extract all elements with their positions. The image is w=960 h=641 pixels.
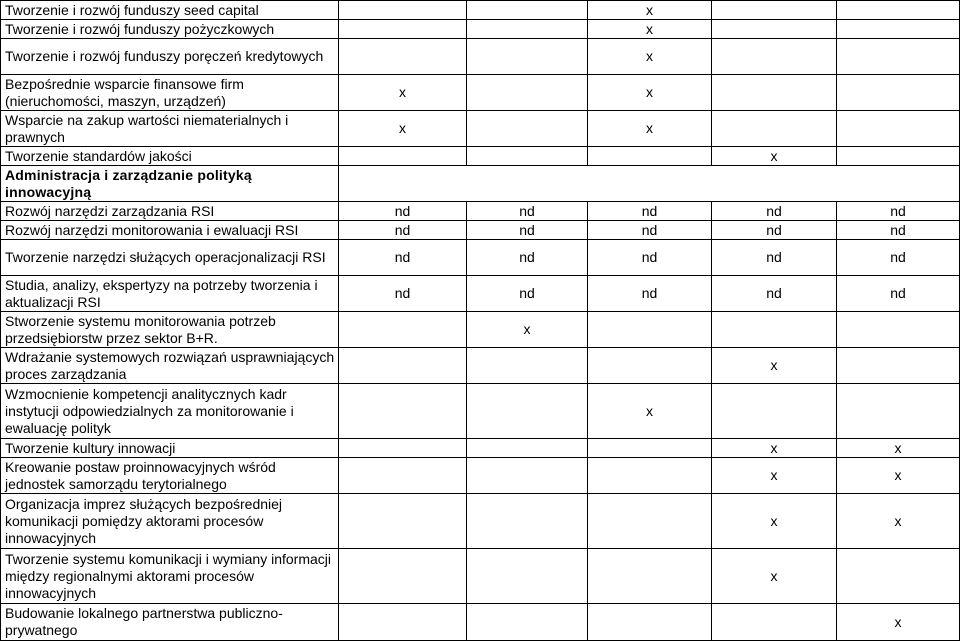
table-row (1, 458, 960, 494)
mark-cell-col-2: x (467, 312, 588, 348)
mark-cell-col-1 (339, 549, 467, 604)
mark-cell-col-1 (339, 348, 467, 384)
mark-cell-col-1 (339, 604, 467, 641)
mark-cell-col-5: x (837, 604, 960, 641)
row-label: Wzmocnienie kompetencji analitycznych kadr instytucji odpowiedzialnych za monitorowanie i ewaluację polityk (1, 384, 339, 439)
row-label: Tworzenie i rozwój funduszy poręczeń kredytowych (1, 39, 339, 75)
table-row (1, 111, 960, 147)
mark-cell-col-4 (712, 39, 837, 75)
row-label: Wsparcie na zakup wartości niematerialnych i prawnych (1, 111, 339, 147)
mark-cell-col-5 (837, 111, 960, 147)
mark-cell-col-2 (467, 458, 588, 494)
table-row (1, 549, 960, 604)
mark-cell-col-4: nd (712, 221, 837, 240)
mark-cell-col-1: x (339, 111, 467, 147)
table-row (1, 384, 960, 439)
mark-cell-col-1: nd (339, 202, 467, 221)
mark-cell-col-5 (837, 147, 960, 166)
mark-cell-col-2 (467, 111, 588, 147)
row-label: Tworzenie standardów jakości (1, 147, 339, 166)
section-header-row (1, 166, 960, 202)
table-row (1, 439, 960, 458)
mark-cell-col-4: nd (712, 202, 837, 221)
mark-cell-col-4: nd (712, 276, 837, 312)
mark-cell-col-2 (467, 439, 588, 458)
row-label: Budowanie lokalnego partnerstwa publiczno-prywatnego (1, 604, 339, 641)
mark-cell-col-5: nd (837, 202, 960, 221)
mark-cell-col-5 (837, 348, 960, 384)
mark-cell-col-1 (339, 384, 467, 439)
mark-cell-col-2 (467, 1, 588, 20)
mark-cell-col-3 (588, 147, 712, 166)
table-row (1, 276, 960, 312)
row-label: Studia, analizy, ekspertyzy na potrzeby tworzenia i aktualizacji RSI (1, 276, 339, 312)
mark-cell-col-2: nd (467, 202, 588, 221)
mark-cell-col-3: x (588, 384, 712, 439)
table-row (1, 147, 960, 166)
table-row (1, 240, 960, 276)
mark-cell-col-5 (837, 75, 960, 111)
mark-cell-col-3 (588, 312, 712, 348)
mark-cell-col-1: nd (339, 276, 467, 312)
mark-cell-col-1 (339, 494, 467, 549)
mark-cell-col-4: x (712, 348, 837, 384)
mark-cell-col-2 (467, 39, 588, 75)
row-label: Stworzenie systemu monitorowania potrzeb przedsiębiorstw przez sektor B+R. (1, 312, 339, 348)
mark-cell-col-3 (588, 604, 712, 641)
mark-cell-col-4 (712, 384, 837, 439)
mark-cell-col-3 (588, 348, 712, 384)
mark-cell-col-3 (588, 439, 712, 458)
mark-cell-col-3: nd (588, 221, 712, 240)
mark-cell-col-3: x (588, 20, 712, 39)
table-row (1, 39, 960, 75)
mark-cell-col-1 (339, 312, 467, 348)
mark-cell-col-1 (339, 147, 467, 166)
mark-cell-col-5 (837, 312, 960, 348)
row-label: Tworzenie kultury innowacji (1, 439, 339, 458)
mark-cell-col-5: nd (837, 240, 960, 276)
mark-cell-col-2: nd (467, 276, 588, 312)
mark-cell-col-5 (837, 20, 960, 39)
mark-cell-col-5 (837, 39, 960, 75)
mark-cell-col-2 (467, 348, 588, 384)
mark-cell-col-3: x (588, 75, 712, 111)
mark-cell-col-1 (339, 39, 467, 75)
mark-cell-col-1: nd (339, 221, 467, 240)
section-blank-cell (339, 166, 960, 202)
mark-cell-col-4 (712, 312, 837, 348)
table-row (1, 348, 960, 384)
mark-cell-col-5 (837, 1, 960, 20)
mark-cell-col-4 (712, 111, 837, 147)
mark-cell-col-1 (339, 439, 467, 458)
mark-cell-col-4: nd (712, 240, 837, 276)
row-label: Rozwój narzędzi zarządzania RSI (1, 202, 339, 221)
row-label: Tworzenie systemu komunikacji i wymiany informacji między regionalnymi aktorami procesów innowacyjnych (1, 549, 339, 604)
mark-cell-col-1 (339, 458, 467, 494)
table-body (1, 1, 960, 641)
mark-cell-col-3: x (588, 111, 712, 147)
section-title: Administracja i zarządzanie polityką innowacyjną (1, 166, 339, 202)
row-label: Tworzenie i rozwój funduszy pożyczkowych (1, 20, 339, 39)
row-label: Tworzenie narzędzi służących operacjonalizacji RSI (1, 240, 339, 276)
mark-cell-col-5 (837, 549, 960, 604)
mark-cell-col-5: x (837, 439, 960, 458)
mark-cell-col-3: nd (588, 276, 712, 312)
mark-cell-col-3: nd (588, 240, 712, 276)
mark-cell-col-4: x (712, 147, 837, 166)
row-label: Wdrażanie systemowych rozwiązań usprawniających proces zarządzania (1, 348, 339, 384)
table-row (1, 75, 960, 111)
mark-cell-col-2 (467, 75, 588, 111)
row-label: Organizacja imprez służących bezpośredniej komunikacji pomiędzy aktorami procesów innowacyjnych (1, 494, 339, 549)
row-label: Rozwój narzędzi monitorowania i ewaluacji RSI (1, 221, 339, 240)
mark-cell-col-3 (588, 458, 712, 494)
mark-cell-col-2 (467, 604, 588, 641)
row-label: Bezpośrednie wsparcie finansowe firm (nieruchomości, maszyn, urządzeń) (1, 75, 339, 111)
table-row (1, 494, 960, 549)
mark-cell-col-4 (712, 20, 837, 39)
mark-cell-col-3 (588, 494, 712, 549)
mark-cell-col-5: nd (837, 221, 960, 240)
table-row (1, 20, 960, 39)
mark-cell-col-5: nd (837, 276, 960, 312)
mark-cell-col-2 (467, 549, 588, 604)
mark-cell-col-2 (467, 147, 588, 166)
table-row (1, 1, 960, 20)
mark-cell-col-3: x (588, 1, 712, 20)
row-label: Kreowanie postaw proinnowacyjnych wśród jednostek samorządu terytorialnego (1, 458, 339, 494)
mark-cell-col-4 (712, 75, 837, 111)
table-row (1, 202, 960, 221)
mark-cell-col-5 (837, 384, 960, 439)
mark-cell-col-5: x (837, 458, 960, 494)
table-row (1, 221, 960, 240)
row-label: Tworzenie i rozwój funduszy seed capital (1, 1, 339, 20)
table-row (1, 604, 960, 641)
mark-cell-col-3 (588, 549, 712, 604)
mark-cell-col-2: nd (467, 240, 588, 276)
mark-cell-col-1 (339, 1, 467, 20)
table-row (1, 312, 960, 348)
mark-cell-col-4 (712, 604, 837, 641)
mark-cell-col-5: x (837, 494, 960, 549)
mark-cell-col-2 (467, 20, 588, 39)
mark-cell-col-1: x (339, 75, 467, 111)
mark-cell-col-4 (712, 1, 837, 20)
mark-cell-col-3: nd (588, 202, 712, 221)
mark-cell-col-1 (339, 20, 467, 39)
mark-cell-col-2 (467, 384, 588, 439)
mark-cell-col-4: x (712, 549, 837, 604)
mark-cell-col-1: nd (339, 240, 467, 276)
mark-cell-col-4: x (712, 494, 837, 549)
mark-cell-col-2 (467, 494, 588, 549)
mark-cell-col-4: x (712, 458, 837, 494)
mark-cell-col-3: x (588, 39, 712, 75)
mark-cell-col-2: nd (467, 221, 588, 240)
mark-cell-col-4: x (712, 439, 837, 458)
